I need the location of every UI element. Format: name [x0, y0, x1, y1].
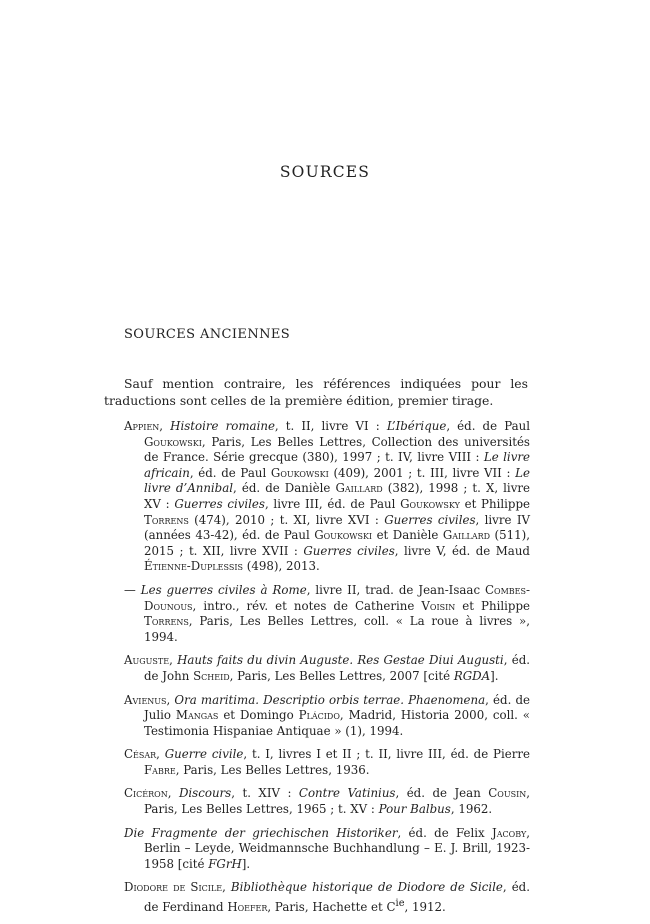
- page-title: SOURCES: [279, 163, 371, 181]
- reference-entry: Auguste, Hauts faits du divin Auguste. Res Gestae Diui Augusti, éd. de John Scheid, Paris, Les Belles Lettres, 2007 [cité RGDA].: [124, 653, 530, 683]
- reference-entry: Cicéron, Discours, t. XIV : Contre Vatinius, éd. de Jean Cousin, Paris, Les Belles Lettres, 1965 ; t. XV : Pour Balbus, 1962.: [124, 786, 530, 817]
- reference-entry: Diodore de Sicile, Bibliothèque historique de Diodore de Sicile, éd. de Ferdinand Hoefer, Paris, Hachette et $C^{ie}$, 1912.: [124, 880, 530, 914]
- reference-entry: Appien, Histoire romaine, t. II, livre VI : L’Ibérique, éd. de Paul Goukowski, Paris, Les Belles Lettres, Collection des universités de France. Série grecque (380), 1997 ; t. IV, livre VIII : Le livre africain, éd. de Paul Goukowski (409), 2001 ; t. III, livre VII : Le livre d’Annibal, éd. de Danièle Gaillard (382), 1998 ; t. X, livre XV : Guerres civiles, livre III, éd. de Paul Goukowsky et Philippe Torrens (474), 2010 ; t. XI, livre XVI : Guerres civiles, livre IV (années 43-42), éd. de Paul Goukowski et Danièle Gaillard (511), 2015 ; t. XII, livre XVII : Guerres civiles, livre V, éd. de Maud Étienne-Duplessis (498), 2013.: [124, 419, 531, 574]
- reference-entry: Die Fragmente der griechischen Historiker, éd. de Felix Jacoby, Berlin – Leyde, Weidmannsche Buchhandlung – E. J. Brill, 1923-1958 [cité FGrH].: [124, 825, 530, 871]
- reference-entry: Avienus, Ora maritima. Descriptio orbis terrae. Phaenomena, éd. de Julio Mangas et Domingo Plácido, Madrid, Historia 2000, coll. « Testimonia Hispaniae Antiquae » (1), 1994.: [124, 692, 531, 738]
- reference-entry: — Les guerres civiles à Rome, livre II, trad. de Jean-Isaac Combes-Dounous, intro., rév. et notes de Catherine Voisin et Philippe Torrens, Paris, Les Belles Lettres, coll. « La roue à livres », 1994.: [124, 582, 530, 644]
- section-heading: SOURCES ANCIENNES: [124, 327, 291, 342]
- reference-list: [104, 419, 530, 924]
- reference-entry: César, Guerre civile, t. I, livres I et II ; t. II, livre III, éd. de Pierre Fabre, Paris, Les Belles Lettres, 1936.: [124, 747, 530, 777]
- intro-paragraph: Sauf mention contraire, les références indiquées pour les traductions sont celles de la première édition, premier tirage.: [104, 376, 528, 408]
